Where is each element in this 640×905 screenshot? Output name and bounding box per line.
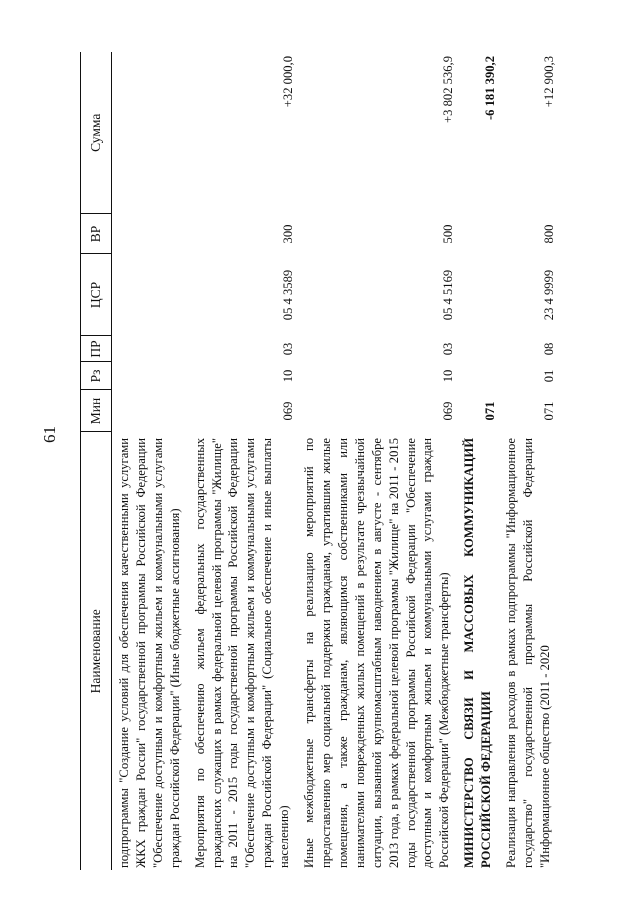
row-min: 071 — [483, 401, 498, 421]
table-header-row — [81, 52, 112, 870]
table-row — [297, 52, 457, 870]
row-rz: 10 — [281, 369, 296, 383]
row-sum: +32 000,0 — [281, 56, 296, 108]
column-header-min: Мин — [81, 390, 112, 432]
row-min: 069 — [441, 401, 456, 421]
row-sum — [112, 52, 188, 214]
table-row — [188, 52, 297, 870]
table-row — [112, 52, 188, 870]
column-header-sum: Сумма — [81, 52, 112, 214]
row-sum: -6 181 390,2 — [483, 56, 498, 121]
column-header-vr: ВР — [81, 214, 112, 254]
row-pr — [457, 336, 499, 362]
row-csr — [457, 254, 499, 336]
row-name: Реализация направления расходов в рамках подпрограммы "Информационное государство" государственной программы Российской Федерации "Информационное общество (2011 - 2020 — [504, 438, 552, 868]
row-rz: 10 — [441, 369, 456, 383]
row-pr: 08 — [541, 342, 556, 356]
row-name: МИНИСТЕРСТВО СВЯЗИ И МАССОВЫХ КОММУНИКАЦИЙ РОССИЙСКОЙ ФЕДЕРАЦИИ — [462, 438, 494, 868]
row-name: подпрограммы "Создание условий для обеспечения качественными услугами ЖКХ граждан России" государственной программы Российской Федерации "Обеспечение доступным и комфортным жильем и коммунальными услугами граждан Российской Федерации" (Иные бюджетные ассигнования) — [117, 438, 182, 868]
row-csr: 05 4 5169 — [441, 269, 456, 321]
row-csr: 05 4 3589 — [281, 269, 296, 321]
row-vr: 800 — [541, 224, 556, 244]
row-min: 069 — [281, 401, 296, 421]
budget-table-sheet — [80, 52, 562, 870]
row-vr: 300 — [281, 224, 296, 244]
row-pr: 03 — [441, 342, 456, 356]
row-rz — [112, 362, 188, 390]
row-sum: +3 802 536,9 — [441, 56, 456, 123]
column-header-csr: ЦСР — [81, 254, 112, 336]
budget-table — [80, 52, 558, 870]
row-vr — [112, 214, 188, 254]
column-header-name: Наименование — [81, 432, 112, 870]
row-min — [112, 390, 188, 432]
row-csr: 23 4 9999 — [541, 269, 556, 321]
row-csr — [112, 254, 188, 336]
column-header-rz: Рз — [81, 362, 112, 390]
row-vr: 500 — [441, 224, 456, 244]
table-row — [499, 52, 558, 870]
table-row-ministry — [457, 52, 499, 870]
row-vr — [457, 214, 499, 254]
row-sum: +12 900,3 — [541, 56, 556, 108]
row-min: 071 — [541, 401, 556, 421]
column-header-pr: ПР — [81, 336, 112, 362]
row-name: Мероприятия по обеспечению жильем федеральных государственных гражданских служащих в рамках федеральной целевой программы "Жилище" на 2011 - 2015 годы государственной программы Российской Федерации "Обеспечение доступным и комфортным жильем и коммунальными услугами граждан Российской Федерации" (Социальное обеспечение и иные выплаты населению) — [192, 438, 292, 868]
row-pr: 03 — [281, 342, 296, 356]
row-rz — [457, 362, 499, 390]
row-rz: 01 — [541, 369, 556, 383]
row-name: Иные межбюджетные трансферты на реализацию мероприятий по предоставлению мер социальной поддержки гражданам, утратившим жилые помещения, а также гражданам, являющимся собственниками или нанимателями поврежденных жилых помещений в результате чрезвычайной ситуации, вызванной крупномасштабным наводнением в августе - сентябре 2013 года, в рамках федеральной целевой программы "Жилище" на 2011 - 2015 годы государственной программы Российской Федерации "Обеспечение доступным и комфортным жильем и коммунальными услугами граждан Российской Федерации" (Межбюджетные трансферты) — [302, 438, 452, 868]
row-pr — [112, 336, 188, 362]
page-number: 61 — [40, 426, 59, 443]
